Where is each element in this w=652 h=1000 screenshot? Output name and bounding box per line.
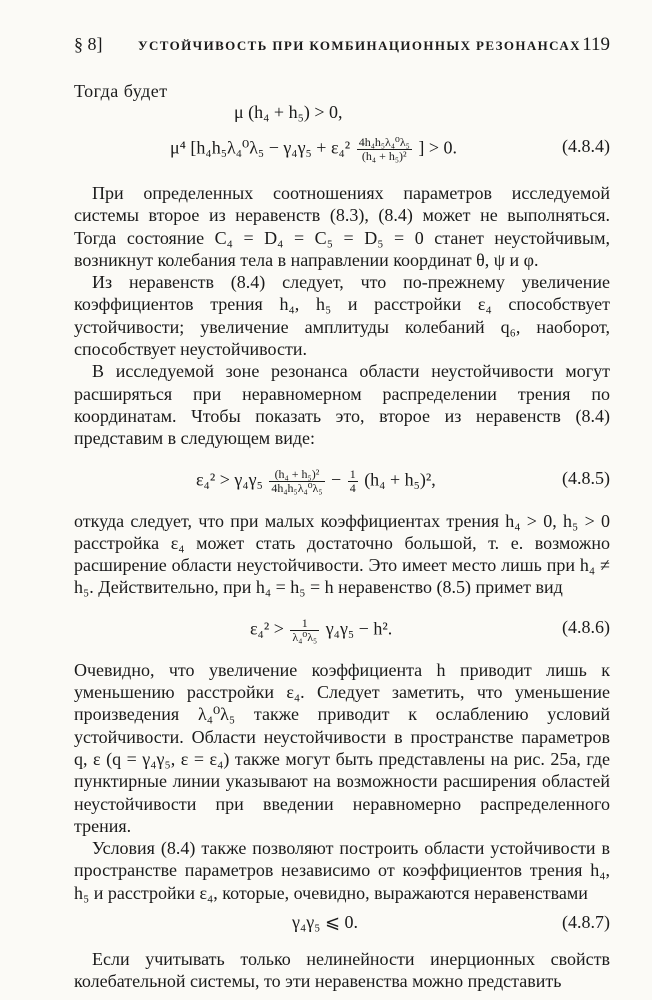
eq-485-frac2-den: 4 [349,480,356,495]
equation-number: (4.8.4) [562,136,610,156]
eq-487-body: γ₄γ₅ ⩽ 0. [292,912,359,933]
lead-text: Тогда будет [74,81,168,101]
eq-484-fraction [357,136,412,163]
equation-4-8-5 [74,458,610,502]
paragraph-6: Условия (8.4) также позволяют построить области устойчивости в пространстве параметров независимо от коэффициентов трения h₄, h₅ и расстройки ε₄, которые, очевидно, выражаются неравенствами [74,838,610,903]
equation-number: (4.8.5) [562,467,610,488]
section-marker: § 8] [74,34,103,54]
eq-486-fraction [290,617,319,644]
eq-484-left: μ⁴ [h₄h₅λ₄⁰λ₅ − γ₄γ₅ + ε₄² [170,137,351,158]
eq-485-right: (h₄ + h₅)², [364,469,436,490]
eq-485-frac2-num: 1 [349,466,356,481]
running-title: УСТОЙЧИВОСТЬ ПРИ КОМБИНАЦИОННЫХ РЕЗОНАНСАХ [138,38,581,53]
book-page [74,34,610,993]
equation-4-8-6 [74,607,610,651]
paragraph-3: В исследуемой зоне резонанса области неустойчивости могут расширяться при неравномерном распределении трения по координатам. Чтобы показать это, второе из неравенств (8.4) представим в следующем виде: [74,361,610,449]
eq-485-fraction-1 [269,468,324,495]
eq-485-left: ε₄² > γ₄γ₅ [196,469,263,490]
eq-484-frac-num: 4h₄h₅λ₄⁰λ₅ [358,135,410,149]
running-header [74,34,610,60]
paragraph-7: Если учитывать только нелинейности инерционных свойств колебательной системы, то эти неравенства можно представить [74,949,610,992]
eq-485-middle: − [331,469,342,490]
eq-485-fraction-2 [348,468,358,495]
paragraph-5: Очевидно, что увеличение коэффициента h приводит лишь к уменьшению расстройки ε₄. Следует заметить, что уменьшение произведения λ₄⁰λ₅ также приводит к ослаблению условий устойчивости. Области неустойчивости в пространстве параметров q, ε (q = γ₄γ₅, ε = ε₄) также могут быть представлены на рис. 25а, где пунктирные линии указывают на возможности расширения областей неустойчивости при введении неравномерно распределенного трения. [74,659,610,836]
page-number: 119 [582,34,610,55]
paragraph-2: Из неравенств (8.4) следует, что по-прежнему увеличение коэффициентов трения h₄, h₅ и расстройки ε₄ способствует устойчивости; увеличение амплитуды колебаний q₆, наоборот, способствует неустойчивости. [74,272,610,360]
eq-486-frac-num: 1 [290,617,319,631]
eq-485-frac1-num: (h₄ + h₅)² [269,468,324,482]
paragraph-4: откуда следует, что при малых коэффициентах трения h₄ > 0, h₅ > 0 расстройка ε₄ может стать достаточно большой, т. е. возможно расширение области неустойчивости. Это имеет место лишь при h₄ ≠ h₅. Действительно, при h₄ = h₅ = h неравенство (8.5) примет вид [74,510,610,598]
equation-number: (4.8.7) [562,912,610,933]
eq-486-left: ε₄² > [250,618,284,639]
eq-486-right: γ₄γ₅ − h². [325,618,393,639]
eq-484-right: ] > 0. [418,137,458,158]
inequality-a [74,102,610,126]
eq-485-frac1-den: 4h₄h₅λ₄⁰λ₅ [271,480,323,495]
paragraph-1: При определенных соотношениях параметров исследуемой системы второе из неравенств (8.3), (8.4) может не выполняться. Тогда состояние C₄ = D₄ = C₅ = D₅ = 0 станет неустойчивым, возникнут колебания тела в направлении координат θ, ψ и φ. [74,183,610,270]
equation-4-8-7 [74,912,610,936]
eq-486-frac-den: λ₄⁰λ₅ [292,629,318,644]
inequality-a-body: μ (h₄ + h₅) > 0, [234,102,343,122]
equation-number: (4.8.6) [562,616,610,637]
eq-484-frac-den: (h₄ + h₅)² [361,149,407,163]
equation-4-8-4 [74,126,610,170]
